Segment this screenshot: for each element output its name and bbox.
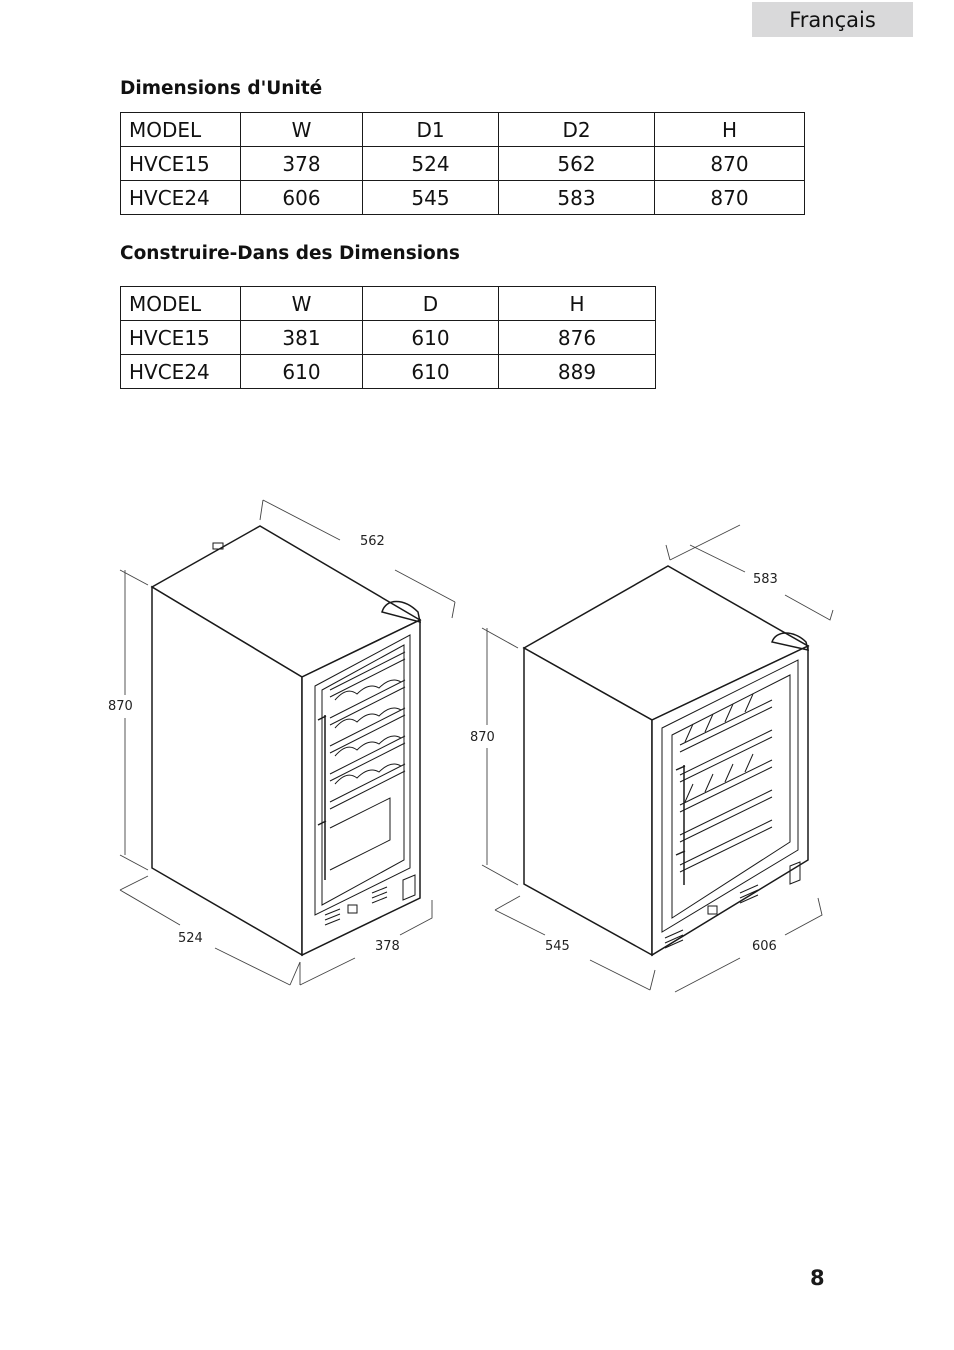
table-cell: 889 bbox=[499, 355, 656, 389]
dimension-label: 524 bbox=[178, 931, 203, 946]
unit-dimensions-table bbox=[120, 112, 805, 215]
column-header: MODEL bbox=[121, 287, 241, 321]
table-cell: 562 bbox=[499, 147, 655, 181]
dimension-label: 562 bbox=[360, 534, 385, 549]
table-cell: 870 bbox=[655, 181, 805, 215]
column-header: MODEL bbox=[121, 113, 241, 147]
column-header: D2 bbox=[499, 113, 655, 147]
dimension-label: 870 bbox=[108, 699, 133, 714]
table-cell: 381 bbox=[241, 321, 363, 355]
table-header-row bbox=[121, 287, 656, 321]
column-header: D1 bbox=[363, 113, 499, 147]
column-header: H bbox=[499, 287, 656, 321]
table-cell: 606 bbox=[241, 181, 363, 215]
table-cell: 870 bbox=[655, 147, 805, 181]
table-header-row bbox=[121, 113, 805, 147]
built-in-dimensions-table bbox=[120, 286, 656, 389]
table-cell: 876 bbox=[499, 321, 656, 355]
table-cell: 610 bbox=[363, 355, 499, 389]
wine-cooler-drawing-narrow bbox=[108, 500, 455, 985]
table-cell: 545 bbox=[363, 181, 499, 215]
table-row bbox=[121, 147, 805, 181]
table-cell: HVCE15 bbox=[121, 147, 241, 181]
column-header: W bbox=[241, 113, 363, 147]
table-cell: 610 bbox=[363, 321, 499, 355]
column-header: H bbox=[655, 113, 805, 147]
table-row bbox=[121, 181, 805, 215]
table-cell: 583 bbox=[499, 181, 655, 215]
dimension-label: 545 bbox=[545, 939, 570, 954]
dimension-label: 378 bbox=[375, 939, 400, 954]
dimension-label: 583 bbox=[753, 572, 778, 587]
built-in-dimensions-title: Construire-Dans des Dimensions bbox=[120, 243, 460, 264]
wine-cooler-drawing-wide bbox=[470, 525, 833, 992]
table-cell: HVCE24 bbox=[121, 355, 241, 389]
table-cell: 378 bbox=[241, 147, 363, 181]
column-header: W bbox=[241, 287, 363, 321]
table-cell: 610 bbox=[241, 355, 363, 389]
unit-dimensions-title: Dimensions d'Unité bbox=[120, 78, 323, 99]
table-cell: HVCE24 bbox=[121, 181, 241, 215]
dimension-drawings bbox=[0, 480, 954, 1020]
table-row bbox=[121, 355, 656, 389]
table-row bbox=[121, 321, 656, 355]
dimension-label: 606 bbox=[752, 939, 777, 954]
table-cell: 524 bbox=[363, 147, 499, 181]
page-number: 8 bbox=[810, 1266, 825, 1290]
dimension-label: 870 bbox=[470, 730, 495, 745]
column-header: D bbox=[363, 287, 499, 321]
table-cell: HVCE15 bbox=[121, 321, 241, 355]
language-tab: Français bbox=[752, 2, 913, 37]
